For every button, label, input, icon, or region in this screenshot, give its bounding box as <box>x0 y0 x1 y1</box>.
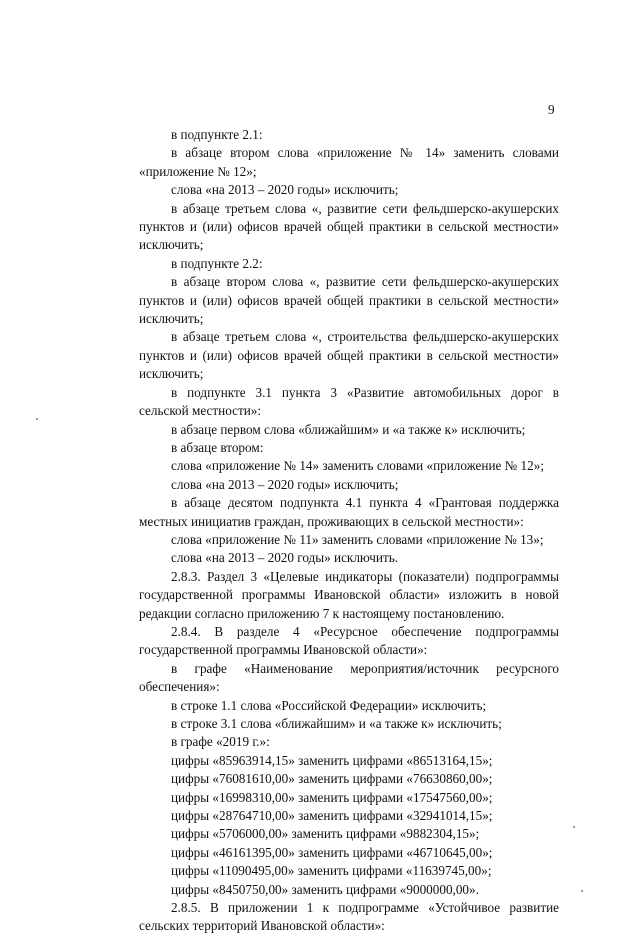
scan-speck <box>573 826 575 828</box>
paragraph: в абзаце втором: <box>171 439 264 455</box>
paragraph-section-2-8-4: 2.8.4. В разделе 4 «Ресурсное обеспечение подпрограммы государственной программы Ивановской области»: <box>139 623 559 658</box>
scan-speck <box>581 890 583 892</box>
paragraph: в абзаце первом слова «ближайшим» и «а также к» исключить; <box>171 421 526 437</box>
paragraph-figures: цифры «16998310,00» заменить цифрами «17547560,00»; <box>171 789 493 805</box>
paragraph: в абзаце втором слова «приложение № 14» заменить словами «приложение № 12»; <box>139 145 559 179</box>
paragraph: слова «на 2013 – 2020 годы» исключить; <box>171 182 399 198</box>
paragraph: слова «приложение № 14» заменить словами «приложение № 12»; <box>171 458 545 474</box>
paragraph-subitem-3-1: в подпункте 3.1 пункта 3 «Развитие автомобильных дорог в сельской местности»: <box>139 384 559 419</box>
page-number: 9 <box>548 102 555 117</box>
paragraph-figures: цифры «28764710,00» заменить цифрами «32941014,15»; <box>171 808 493 824</box>
paragraph: в строке 3.1 слова «ближайшим» и «а также к» исключить; <box>171 716 502 731</box>
paragraph: в абзаце третьем слова «, строительства фельдшерско-акушерских пунктов и (или) офисов врачей общей практики в сельской местности» исключить; <box>139 329 559 382</box>
paragraph-figures: цифры «5706000,00» заменить цифрами «9882304,15»; <box>171 826 480 842</box>
paragraph-figures: цифры «46161395,00» заменить цифрами «46710645,00»; <box>171 844 493 860</box>
paragraph: в графе «2019 г.»: <box>171 734 270 750</box>
paragraph-subitem-2-1: в подпункте 2.1: <box>171 127 263 142</box>
paragraph: в абзаце десятом подпункта 4.1 пункта 4 «Грантовая поддержка местных инициатив граждан, проживающих в сельской местности»: <box>139 495 559 529</box>
paragraph-figures: цифры «8450750,00» заменить цифрами «9000000,00». <box>171 881 479 897</box>
paragraph: в графе «Наименование мероприятия/источник ресурсного обеспечения»: <box>139 660 559 695</box>
paragraph: в абзаце втором слова «, развитие сети фельдшерско-акушерских пунктов и (или) офисов врачей общей практики в сельской местности» исключить; <box>139 274 559 327</box>
paragraph-figures: цифры «76081610,00» заменить цифрами «76630860,00»; <box>171 771 493 787</box>
scan-speck <box>36 418 38 420</box>
paragraph-figures: цифры «85963914,15» заменить цифрами «86513164,15»; <box>171 752 493 768</box>
paragraph: в строке 1.1 слова «Российской Федерации» исключить; <box>171 697 487 713</box>
paragraph-section-2-8-3: 2.8.3. Раздел 3 «Целевые индикаторы (показатели) подпрограммы государственной программы Ивановской области» изложить в новой редакции согласно приложению 7 к настоящему постановлению. <box>139 568 559 621</box>
paragraph-subitem-2-2: в подпункте 2.2: <box>171 255 263 271</box>
paragraph: слова «на 2013 – 2020 годы» исключить. <box>171 550 399 566</box>
paragraph-figures: цифры «11090495,00» заменить цифрами «11639745,00»; <box>171 863 492 879</box>
paragraph: слова «приложение № 11» заменить словами «приложение № 13»; <box>171 531 544 547</box>
paragraph: в абзаце третьем слова «, развитие сети фельдшерско-акушерских пунктов и (или) офисов врачей общей практики в сельской местности» исключить; <box>139 200 559 253</box>
paragraph-section-2-8-5: 2.8.5. В приложении 1 к подпрограмме «Устойчивое развитие сельских территорий Ивановской области»: <box>139 900 559 934</box>
paragraph: слова «на 2013 – 2020 годы» исключить; <box>171 476 399 492</box>
document-body <box>139 126 559 936</box>
